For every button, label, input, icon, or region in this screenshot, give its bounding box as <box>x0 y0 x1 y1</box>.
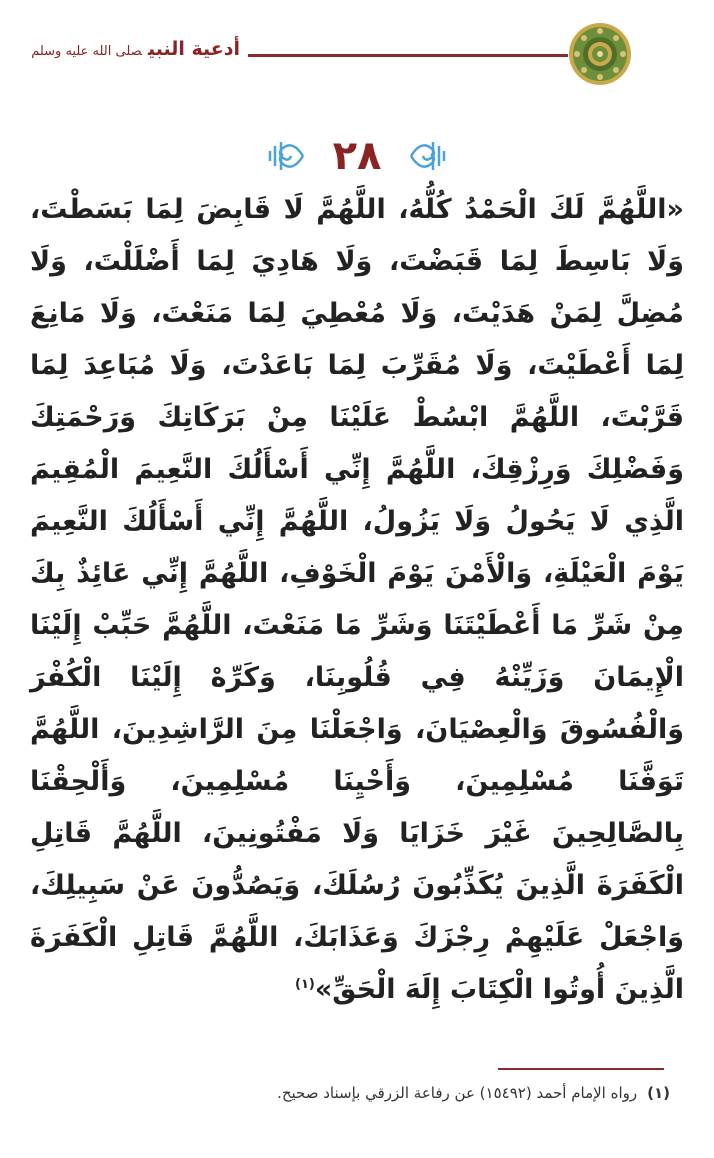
page-header <box>0 0 714 110</box>
dua-number: ٢٨ <box>332 133 382 179</box>
header-divider <box>248 54 568 57</box>
footnote-number: (١) <box>647 1084 670 1102</box>
footnote-text: رواه الإمام أحمد (١٥٤٩٢) عن رفاعة الزرقي بإسناد صحيح. <box>277 1084 638 1102</box>
footnote <box>40 1084 670 1102</box>
running-head-title: أدعية النبي <box>147 38 240 60</box>
dua-number-block <box>257 128 457 184</box>
footnote-divider <box>498 1068 664 1070</box>
ornament-left-icon <box>265 136 307 176</box>
ornamental-medallion-icon <box>568 22 632 86</box>
dua-text: «اللَّهُمَّ لَكَ الْحَمْدُ كُلُّهُ، اللَّهُمَّ لَا قَابِضَ لِمَا بَسَطْتَ، وَلَا بَاسِطَ لِمَا قَبَضْتَ، وَلَا هَادِيَ لِمَا أَضْلَلْتَ، وَلَا مُضِلَّ لِمَنْ هَدَيْتَ، وَلَا مُعْطِيَ لِمَا مَنَعْتَ، وَلَا مَانِعَ لِمَا أَعْطَيْتَ، وَلَا مُقَرِّبَ لِمَا بَاعَدْتَ، وَلَا مُبَاعِدَ لِمَا قَرَّبْتَ، اللَّهُمَّ ابْسُطْ عَلَيْنَا مِنْ بَرَكَاتِكَ وَرَحْمَتِكَ وَفَضْلِكَ وَرِزْقِكَ، اللَّهُمَّ إِنِّي أَسْأَلُكَ النَّعِيمَ الْمُقِيمَ الَّذِي لَا يَحُولُ وَلَا يَزُولُ، اللَّهُمَّ إِنِّي أَسْأَلُكَ النَّعِيمَ يَوْمَ الْعَيْلَةِ، وَالْأَمْنَ يَوْمَ الْخَوْفِ، اللَّهُمَّ إِنِّي عَائِذٌ بِكَ مِنْ شَرِّ مَا أَعْطَيْتَنَا وَشَرِّ مَا مَنَعْتَ، اللَّهُمَّ حَبِّبْ إِلَيْنَا الْإِيمَانَ وَزَيِّنْهُ فِي قُلُوبِنَا، وَكَرِّهْ إِلَيْنَا الْكُفْرَ وَالْفُسُوقَ وَالْعِصْيَانَ، وَاجْعَلْنَا مِنَ الرَّاشِدِينَ، اللَّهُمَّ تَوَفَّنَا مُسْلِمِينَ، وَأَحْيِنَا مُسْلِمِينَ، وَأَلْحِقْنَا بِالصَّالِحِينَ غَيْرَ خَزَايَا وَلَا مَفْتُونِينَ، اللَّهُمَّ قَاتِلِ الْكَفَرَةَ الَّذِينَ يُكَذِّبُونَ رُسُلَكَ، وَيَصُدُّونَ عَنْ سَبِيلِكَ، وَاجْعَلْ عَلَيْهِمْ رِجْزَكَ وَعَذَابَكَ، اللَّهُمَّ قَاتِلِ الْكَفَرَةَ الَّذِينَ أُوتُوا الْكِتَابَ إِلَهَ الْحَقِّ» <box>30 194 684 1005</box>
running-head-honorific: صلى الله عليه وسلم <box>31 44 142 59</box>
running-head <box>31 38 240 72</box>
dua-text-block <box>30 184 684 1016</box>
footnote-reference[interactable]: (١) <box>294 977 315 992</box>
